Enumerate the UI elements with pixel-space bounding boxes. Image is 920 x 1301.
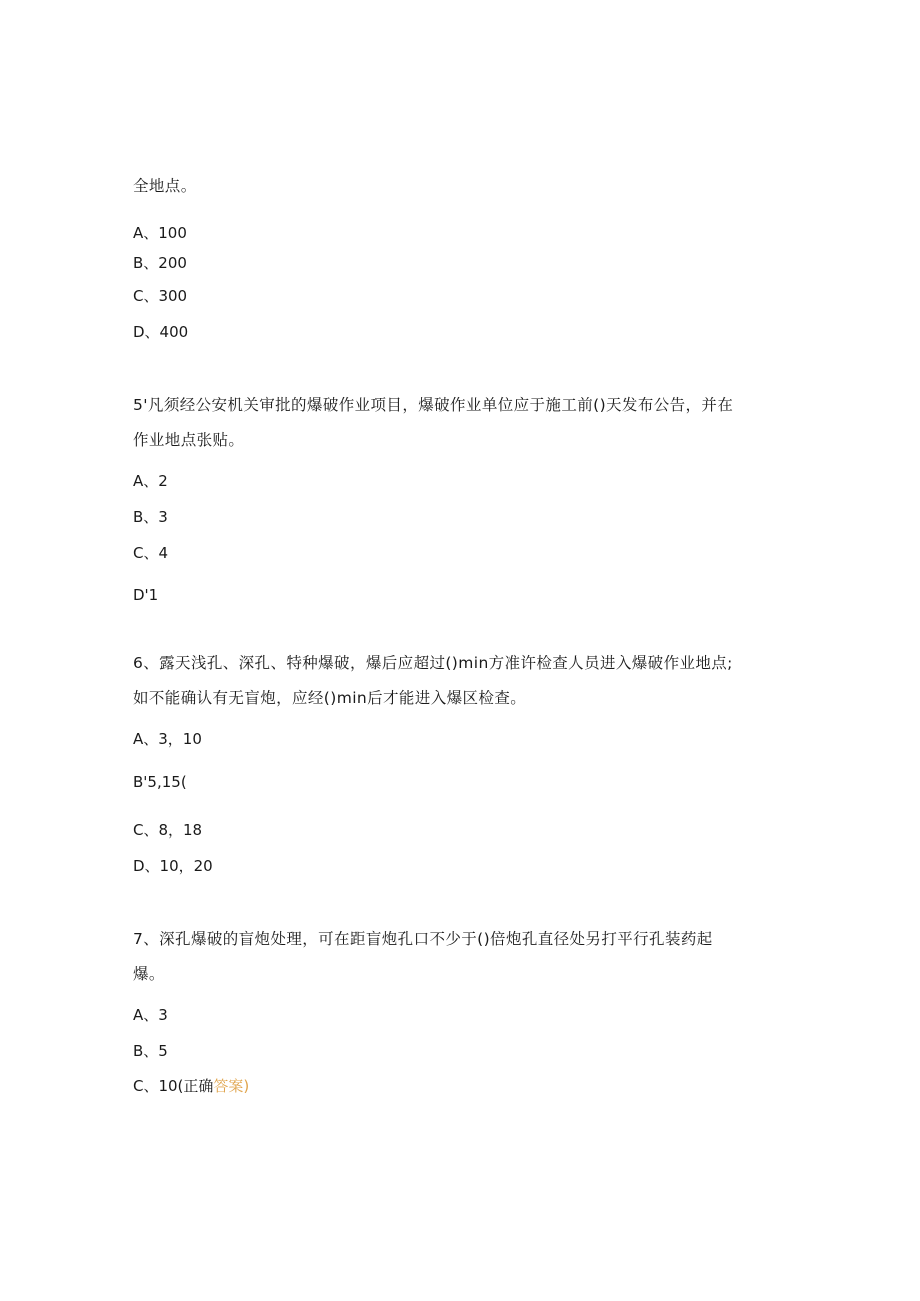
q4-option-a: A、100 <box>133 224 187 242</box>
q6-stem-line2: 如不能确认有无盲炮，应经()min后才能进入爆区检查。 <box>133 689 527 707</box>
q6-option-a: A、3，10 <box>133 730 202 748</box>
q4-option-c: C、300 <box>133 287 188 305</box>
q5-stem-line2: 作业地点张贴。 <box>133 431 245 449</box>
q7-option-c <box>133 1076 249 1096</box>
q6-option-b: B'5,15( <box>133 773 187 791</box>
q7-option-b: B、5 <box>133 1042 168 1060</box>
q7-stem-line1: 7、深孔爆破的盲炮处理，可在距盲炮孔口不少于()倍炮孔直径处另打平行孔装药起 <box>133 930 713 948</box>
q4-stem-continuation: 全地点。 <box>133 177 197 195</box>
q6-option-d: D、10，20 <box>133 857 213 875</box>
q7-answer-highlight: 答案) <box>213 1077 250 1095</box>
q5-option-c: C、4 <box>133 544 169 562</box>
q7-option-a: A、3 <box>133 1006 168 1024</box>
q6-stem-line1: 6、露天浅孔、深孔、特种爆破，爆后应超过()min方准许检查人员进入爆破作业地点; <box>133 654 733 672</box>
q7-option-c-text: C、10(正确 <box>133 1077 214 1095</box>
q5-option-a: A、2 <box>133 472 168 490</box>
q5-option-b: B、3 <box>133 508 168 526</box>
q5-option-d: D'1 <box>133 586 159 604</box>
q4-option-b: B、200 <box>133 254 187 272</box>
q7-stem-line2: 爆。 <box>133 965 165 983</box>
q6-option-c: C、8，18 <box>133 821 203 839</box>
q4-option-d: D、400 <box>133 323 189 341</box>
q5-stem-line1: 5'凡须经公安机关审批的爆破作业项目，爆破作业单位应于施工前()天发布公告，并在 <box>133 396 734 414</box>
